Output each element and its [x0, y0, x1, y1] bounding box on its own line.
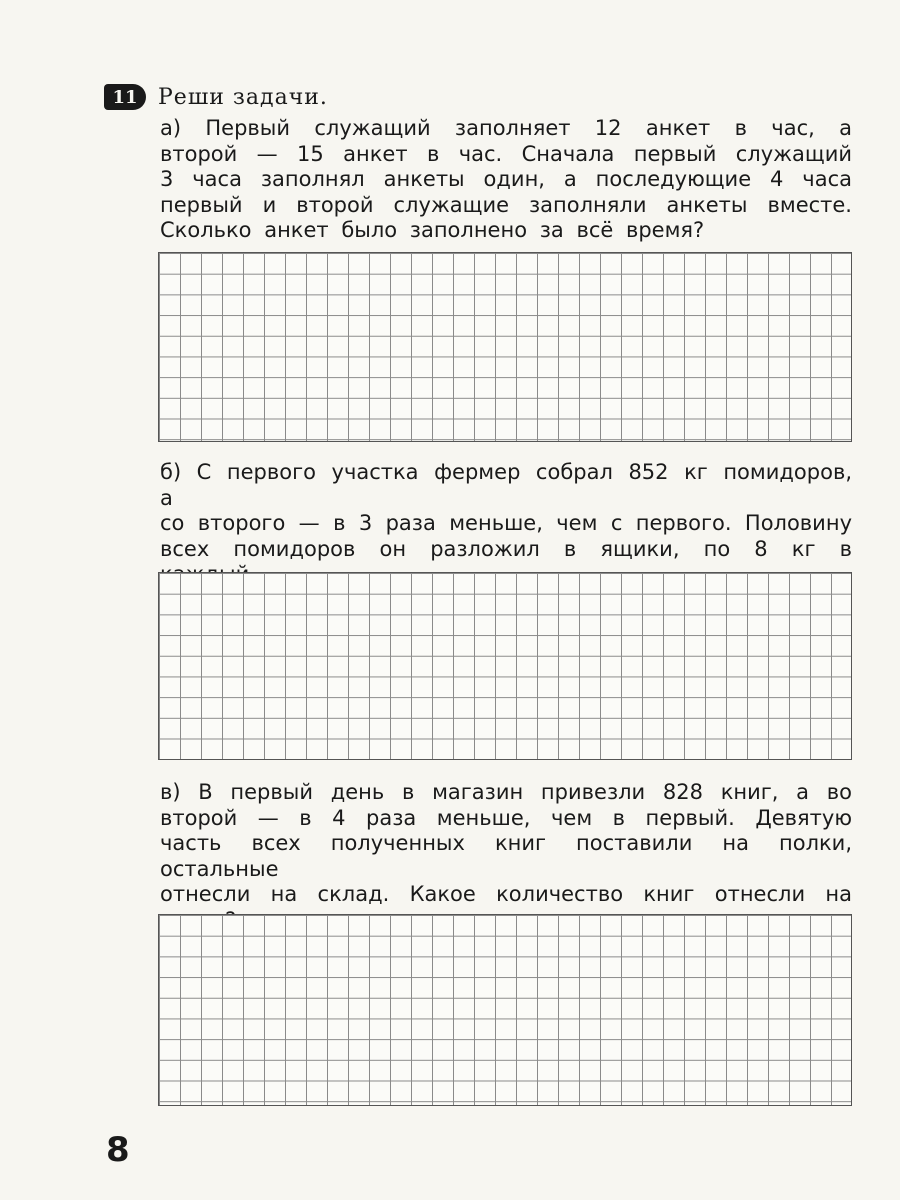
task-header — [104, 84, 328, 110]
problem-line: в) В первый день в магазин привезли 828 книг, а во — [160, 780, 852, 804]
problem-line: второй — в 4 раза меньше, чем в первый. Девятую — [160, 805, 852, 830]
problem-line: а) Первый служащий заполняет 12 анкет в час, а — [160, 116, 852, 140]
task-number-badge: 11 — [104, 84, 146, 110]
problem-line: первый и второй служащие заполняли анкеты вместе. — [160, 192, 852, 217]
problem-line: всех помидоров он разложил в ящики, по 8 кг в — [160, 536, 852, 561]
answer-grid-b[interactable] — [158, 572, 852, 760]
problem-line: б) С первого участка фермер собрал 852 кг помидоров, а — [160, 460, 852, 510]
answer-grid-a[interactable] — [158, 252, 852, 442]
problem-line: часть всех полученных книг поставили на полки, остальные — [160, 831, 852, 881]
page-number: 8 — [106, 1130, 130, 1170]
answer-grid-c[interactable] — [158, 914, 852, 1106]
problem-line: со второго — в 3 раза меньше, чем с первого. Половину — [160, 511, 852, 535]
problem-a-text — [160, 116, 852, 244]
problem-line: второй — 15 анкет в час. Сначала первый служащий — [160, 141, 852, 166]
task-title: Реши задачи. — [158, 84, 328, 110]
problem-line: Сколько анкет было заполнено за всё время? — [160, 218, 705, 242]
problem-c-text — [160, 780, 852, 933]
problem-line: отнесли на склад. Какое количество книг отнесли на — [160, 882, 852, 906]
problem-line: 3 часа заполнял анкеты один, а последующие 4 часа — [160, 167, 852, 191]
